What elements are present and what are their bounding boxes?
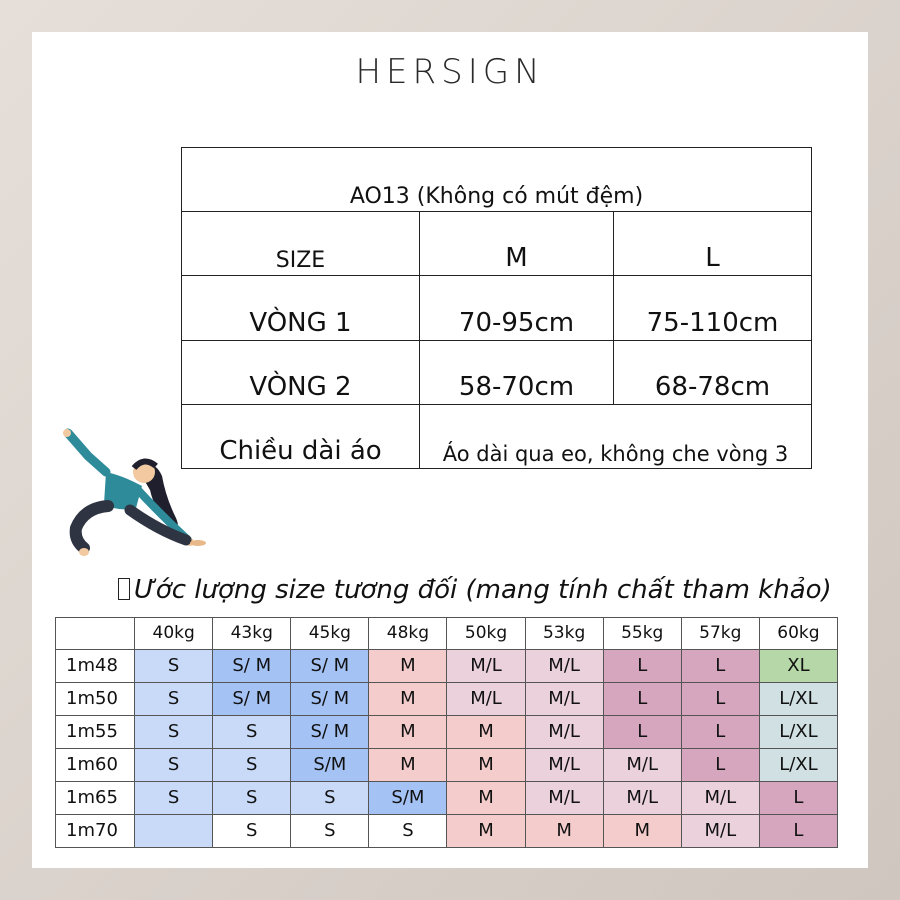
estimate-title — [118, 575, 838, 605]
checkbox-glyph-icon — [118, 578, 130, 600]
size-cell: S — [135, 781, 213, 814]
weight-header: 40kg — [135, 618, 213, 650]
size-cell: M/L — [603, 748, 681, 781]
spec-table — [181, 147, 812, 469]
size-label: SIZE — [182, 212, 420, 276]
size-cell: S — [213, 814, 291, 847]
grid-row — [56, 748, 838, 781]
size-cell: S — [213, 748, 291, 781]
size-cell: M/L — [447, 649, 525, 682]
size-cell: L/XL — [759, 682, 837, 715]
size-cell: S — [135, 682, 213, 715]
size-cell: M/L — [525, 748, 603, 781]
size-cell: L/XL — [759, 748, 837, 781]
size-cell: M — [369, 748, 447, 781]
length-note: Áo dài qua eo, không che vòng 3 — [420, 404, 812, 468]
size-l-header: L — [614, 212, 812, 276]
spec-row-vong2 — [182, 340, 812, 404]
size-cell: M — [447, 781, 525, 814]
size-cell: M/L — [525, 682, 603, 715]
spec-title-row — [182, 148, 812, 212]
size-cell: S/M — [369, 781, 447, 814]
size-cell: L — [681, 649, 759, 682]
size-cell: S/M — [291, 748, 369, 781]
yoga-illustration — [58, 428, 208, 558]
size-cell: S/ M — [291, 682, 369, 715]
weight-header: 60kg — [759, 618, 837, 650]
size-cell: L — [681, 748, 759, 781]
size-cell: M/L — [681, 781, 759, 814]
measure-label: VÒNG 1 — [182, 276, 420, 340]
size-cell: S/ M — [213, 682, 291, 715]
size-cell: S — [135, 649, 213, 682]
weight-header: 48kg — [369, 618, 447, 650]
size-cell: L — [603, 649, 681, 682]
size-cell: M — [369, 649, 447, 682]
grid-header-row — [56, 618, 838, 650]
size-cell: M — [447, 814, 525, 847]
weight-header: 57kg — [681, 618, 759, 650]
height-label: 1m60 — [56, 748, 135, 781]
spec-header-row — [182, 212, 812, 276]
spec-title: AO13 (Không có mút đệm) — [182, 148, 812, 212]
size-cell: L — [681, 715, 759, 748]
size-cell: L — [603, 682, 681, 715]
grid-corner-cell — [56, 618, 135, 650]
height-label: 1m55 — [56, 715, 135, 748]
size-cell: L — [759, 781, 837, 814]
measure-value: 68-78cm — [614, 340, 812, 404]
grid-row — [56, 814, 838, 847]
size-cell: M/L — [603, 781, 681, 814]
size-cell: M — [525, 814, 603, 847]
weight-header: 55kg — [603, 618, 681, 650]
spec-row-length — [182, 404, 812, 468]
size-cell: M — [447, 715, 525, 748]
size-cell: M/L — [525, 781, 603, 814]
spec-row-vong1 — [182, 276, 812, 340]
size-cell: XL — [759, 649, 837, 682]
size-cell: S — [135, 748, 213, 781]
size-cell: M — [369, 682, 447, 715]
height-label: 1m50 — [56, 682, 135, 715]
size-cell: L — [759, 814, 837, 847]
size-cell: S — [213, 715, 291, 748]
estimate-title-text: Ước lượng size tương đối (mang tính chất tham khảo) — [134, 575, 832, 605]
size-cell: S/ M — [213, 649, 291, 682]
size-cell: S — [291, 781, 369, 814]
size-cell: S — [369, 814, 447, 847]
weight-header: 50kg — [447, 618, 525, 650]
measure-label: VÒNG 2 — [182, 340, 420, 404]
size-cell: L — [681, 682, 759, 715]
size-cell: M — [369, 715, 447, 748]
size-m-header: M — [420, 212, 614, 276]
size-cell: S — [213, 781, 291, 814]
measure-value: 58-70cm — [420, 340, 614, 404]
size-cell: S/ M — [291, 649, 369, 682]
height-label: 1m70 — [56, 814, 135, 847]
grid-row — [56, 781, 838, 814]
size-cell — [135, 814, 213, 847]
size-cell: M/L — [681, 814, 759, 847]
weight-header: 53kg — [525, 618, 603, 650]
grid-row — [56, 715, 838, 748]
measure-value: 70-95cm — [420, 276, 614, 340]
size-cell: L/XL — [759, 715, 837, 748]
size-cell: M/L — [525, 715, 603, 748]
grid-row — [56, 649, 838, 682]
height-label: 1m48 — [56, 649, 135, 682]
measure-value: 75-110cm — [614, 276, 812, 340]
size-cell: S/ M — [291, 715, 369, 748]
size-cell: M/L — [447, 682, 525, 715]
size-cell: S — [135, 715, 213, 748]
size-cell: L — [603, 715, 681, 748]
weight-header: 43kg — [213, 618, 291, 650]
brand-logo: HERSIGN — [355, 52, 545, 92]
height-label: 1m65 — [56, 781, 135, 814]
weight-header: 45kg — [291, 618, 369, 650]
grid-row — [56, 682, 838, 715]
size-cell: M/L — [525, 649, 603, 682]
size-cell: M — [603, 814, 681, 847]
size-cell: M — [447, 748, 525, 781]
length-label: Chiều dài áo — [182, 404, 420, 468]
size-estimate-grid — [55, 617, 838, 848]
size-cell: S — [291, 814, 369, 847]
